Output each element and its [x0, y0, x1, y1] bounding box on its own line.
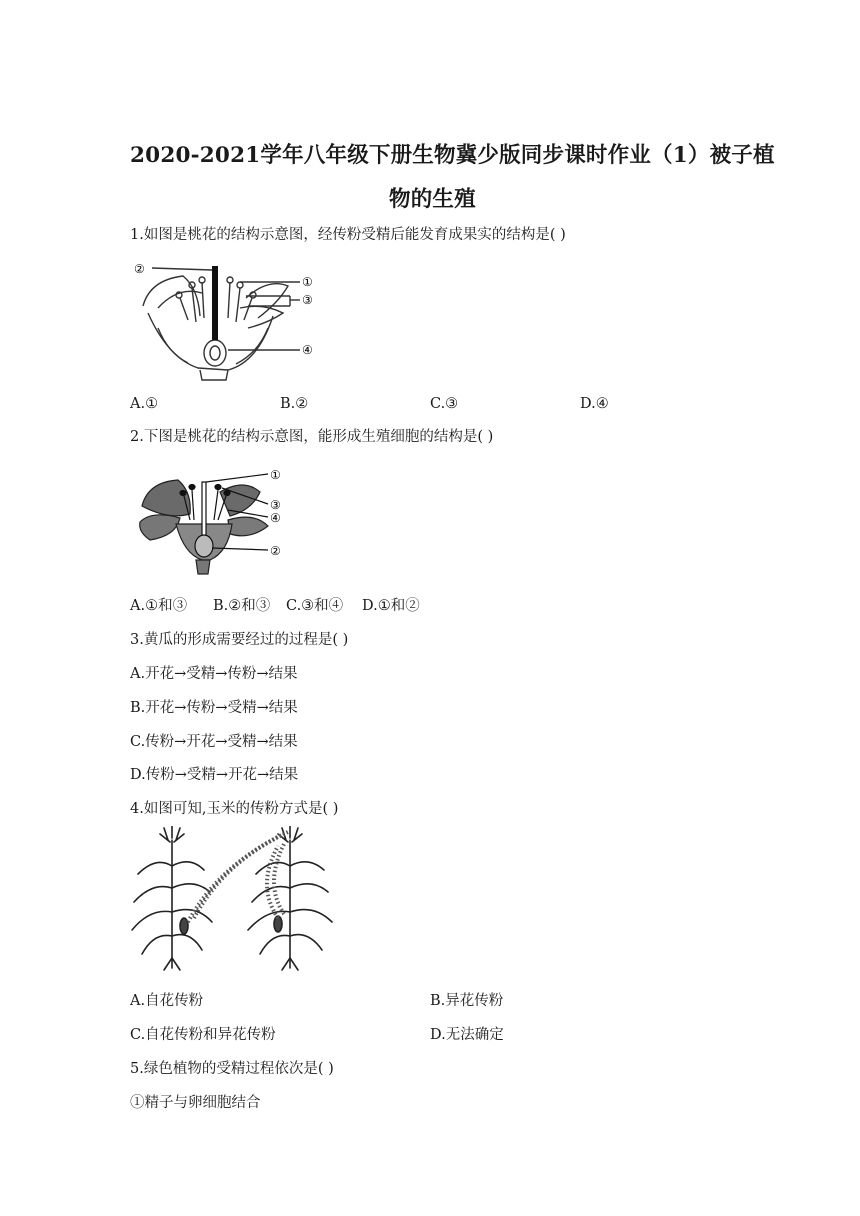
question-4-stem: 4.如图可知,玉米的传粉方式是( ): [130, 801, 339, 817]
document-title-line-1: 2020-2021学年八年级下册生物冀少版同步课时作业（1）被子植: [130, 143, 775, 168]
question-4-option-b: B.异花传粉: [430, 993, 504, 1009]
question-3-option-a: A.开花→受精→传粉→结果: [130, 666, 298, 682]
figure-2-label-2: ②: [270, 544, 281, 558]
figure-1-label-3: ③: [302, 293, 313, 307]
question-3-option-d: D.传粉→受精→开花→结果: [130, 767, 299, 783]
figure-2-label-1: ①: [270, 468, 281, 482]
peach-flower-structure-figure-1: [128, 258, 328, 388]
corn-pollination-figure: [128, 826, 338, 974]
question-2-option-c: C.③和④: [286, 598, 344, 614]
question-4-option-d: D.无法确定: [430, 1027, 504, 1043]
question-5-stem: 5.绿色植物的受精过程依次是( ): [130, 1061, 334, 1077]
question-2-option-b: B.②和③: [213, 598, 271, 614]
figure-2-label-4: ④: [270, 511, 281, 525]
question-3-option-c: C.传粉→开花→受精→结果: [130, 734, 298, 750]
question-1-stem: 1.如图是桃花的结构示意图，经传粉受精后能发育成果实的结构是( ): [130, 227, 566, 243]
question-4-option-a: A.自花传粉: [130, 993, 204, 1009]
question-2-option-a: A.①和③: [130, 598, 188, 614]
question-2-stem: 2.下图是桃花的结构示意图，能形成生殖细胞的结构是( ): [130, 429, 494, 445]
document-title-line-2: 物的生殖: [389, 187, 476, 212]
figure-1-label-1: ①: [302, 275, 313, 289]
figure-2-label-3: ③: [270, 498, 281, 512]
figure-1-label-2: ②: [134, 262, 145, 276]
question-1-option-a: A.①: [130, 396, 159, 412]
figure-1-label-4: ④: [302, 343, 313, 357]
question-3-option-b: B.开花→传粉→受精→结果: [130, 700, 298, 716]
question-4-option-c: C.自花传粉和异花传粉: [130, 1027, 276, 1043]
peach-flower-structure-figure-2: [132, 462, 292, 580]
question-5-item-1: ①精子与卵细胞结合: [130, 1095, 261, 1111]
question-1-option-d: D.④: [580, 396, 609, 412]
question-1-option-b: B.②: [280, 396, 309, 412]
question-3-stem: 3.黄瓜的形成需要经过的过程是( ): [130, 632, 349, 648]
question-1-option-c: C.③: [430, 396, 459, 412]
question-2-option-d: D.①和②: [362, 598, 420, 614]
